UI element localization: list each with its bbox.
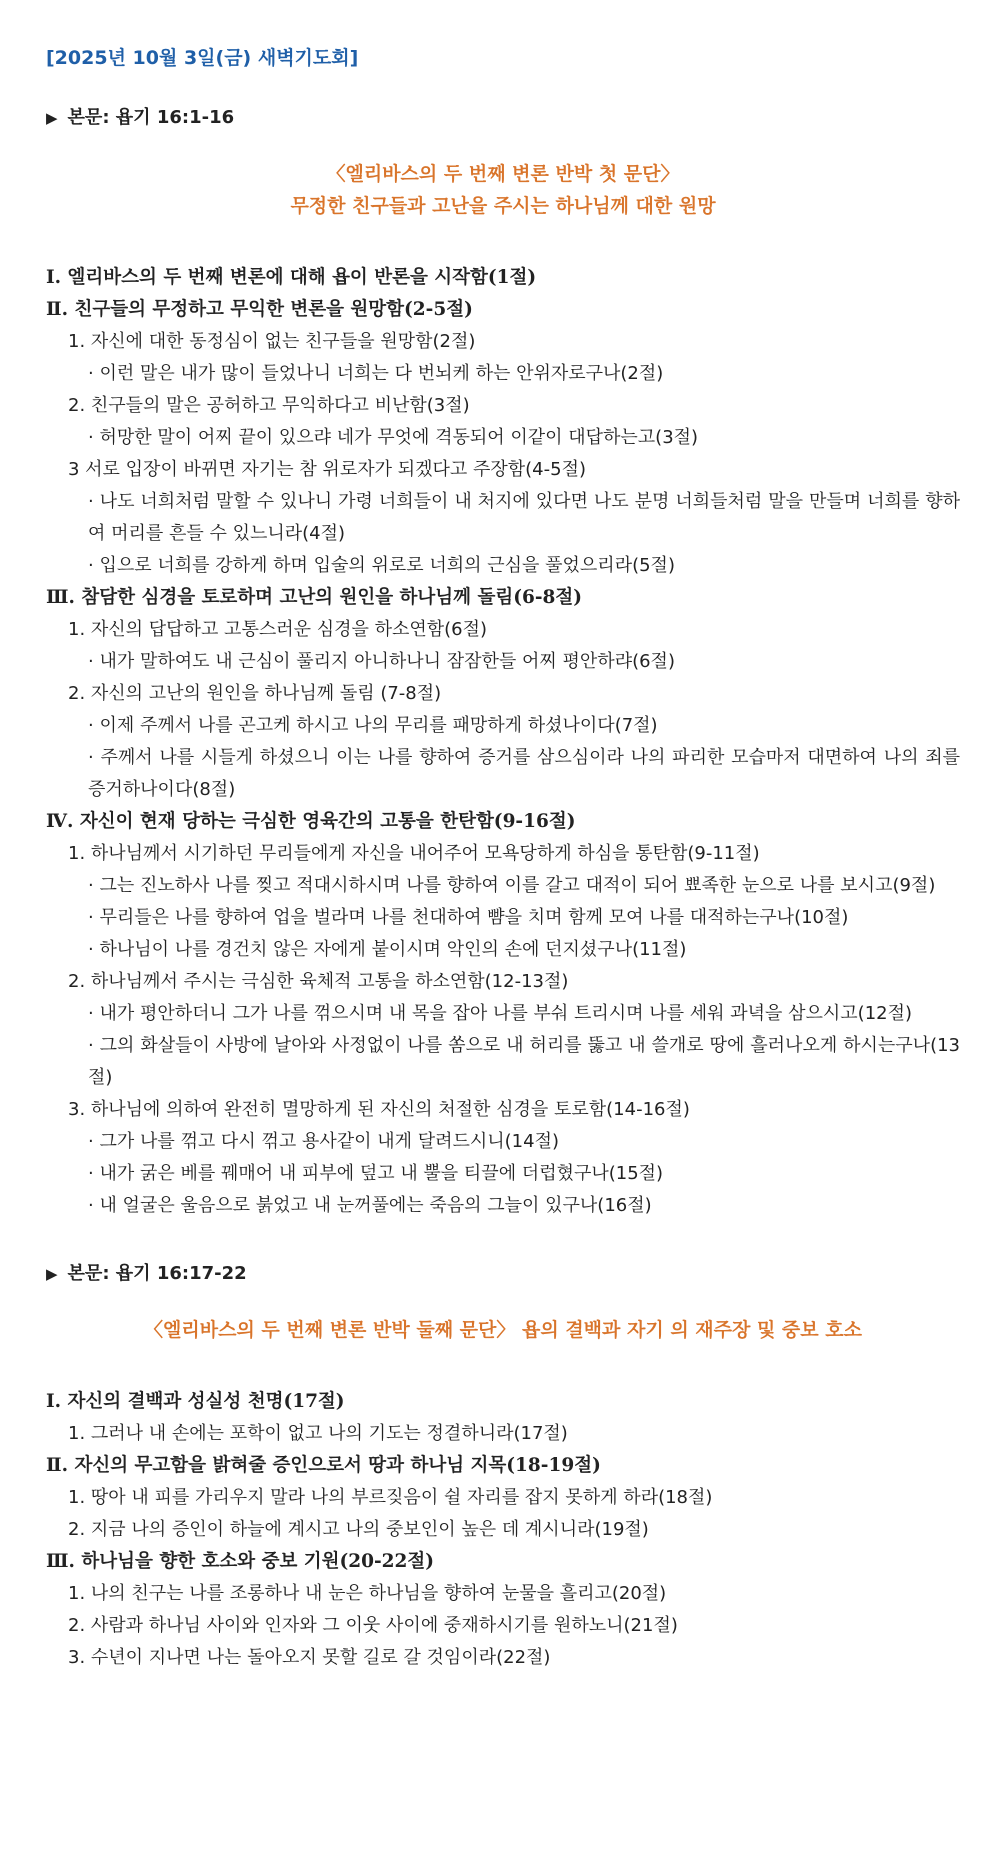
outline-subitem: 3. 하나님에 의하여 완전히 멸망하게 된 자신의 처절한 심경을 토로함(14-16절): [68, 1099, 690, 1120]
outline-heading: Ⅱ. 친구들의 무정하고 무익한 변론을 원망함(2-5절): [46, 299, 473, 320]
outline-part-2: [46, 1386, 960, 1674]
outline-verse: · 입으로 너희를 강하게 하며 입술의 위로로 너희의 근심을 풀었으리라(5절): [88, 555, 675, 576]
outline-subitem: 1. 자신에 대한 동정심이 없는 친구들을 원망함(2절): [68, 331, 476, 352]
outline-verse: · 그가 나를 꺾고 다시 꺾고 용사같이 내게 달려드시니(14절): [88, 1131, 559, 1152]
document-title: [2025년 10월 3일(금) 새벽기도회]: [46, 47, 359, 69]
outline-subitem: 1. 하나님께서 시기하던 무리들에게 자신을 내어주어 모욕당하게 하심을 통탄함(9-11절): [68, 843, 760, 864]
outline-verse: · 내 얼굴은 울음으로 붉었고 내 눈꺼풀에는 죽음의 그늘이 있구나(16절): [88, 1195, 652, 1216]
outline-verse: · 허망한 말이 어찌 끝이 있으랴 네가 무엇에 격동되어 이같이 대답하는고(3절): [88, 427, 699, 448]
outline-subitem: 3 서로 입장이 바뀌면 자기는 참 위로자가 되겠다고 주장함(4-5절): [68, 459, 586, 480]
outline-subitem: 2. 자신의 고난의 원인을 하나님께 돌림 (7-8절): [68, 683, 442, 704]
outline-heading: Ⅰ. 자신의 결백과 성실성 천명(17절): [46, 1391, 345, 1412]
section-title-part-2: 〈엘리바스의 두 번째 변론 반박 둘째 문단〉 욥의 결백과 자기 의 재주장 및 중보 호소: [144, 1319, 862, 1341]
outline-verse: · 주께서 나를 시들게 하셨으니 이는 나를 향하여 증거를 삼으심이라 나의 파리한 모습마저 대면하여 나의 죄를 증거하나이다(8절): [88, 747, 960, 800]
outline-verse: · 내가 말하여도 내 근심이 풀리지 아니하나니 잠잠한들 어찌 평안하랴(6절): [88, 651, 675, 672]
outline-verse: · 무리들은 나를 향하여 업을 벌라며 나를 천대하여 뺨을 치며 함께 모여 나를 대적하는구나(10절): [88, 907, 849, 928]
outline-verse: · 그의 화살들이 사방에 날아와 사정없이 나를 쏨으로 내 허리를 뚫고 내 쓸개로 땅에 흘러나오게 하시는구나(13절): [88, 1035, 960, 1088]
outline-part-1: [46, 262, 960, 1222]
triangle-bullet-icon: ▶: [46, 109, 58, 127]
outline-subitem: 1. 그러나 내 손에는 포학이 없고 나의 기도는 정결하니라(17절): [68, 1423, 568, 1444]
outline-verse: · 내가 평안하더니 그가 나를 꺾으시며 내 목을 잡아 나를 부숴 트리시며 나를 세워 과녁을 삼으시고(12절): [88, 1003, 913, 1024]
outline-heading: Ⅲ. 참담한 심경을 토로하며 고난의 원인을 하나님께 돌림(6-8절): [46, 587, 583, 608]
outline-heading: Ⅱ. 자신의 무고함을 밝혀줄 증인으로서 땅과 하나님 지목(18-19절): [46, 1455, 601, 1476]
outline-heading: Ⅰ. 엘리바스의 두 번째 변론에 대해 욥이 반론을 시작함(1절): [46, 267, 537, 288]
outline-subitem: 1. 자신의 답답하고 고통스러운 심경을 하소연함(6절): [68, 619, 488, 640]
outline-subitem: 2. 친구들의 말은 공허하고 무익하다고 비난함(3절): [68, 395, 470, 416]
outline-subitem: 2. 지금 나의 증인이 하늘에 계시고 나의 중보인이 높은 데 계시니라(19절): [68, 1519, 649, 1540]
outline-verse: · 하나님이 나를 경건치 않은 자에게 붙이시며 악인의 손에 던지셨구나(11절): [88, 939, 687, 960]
outline-subitem: 2. 하나님께서 주시는 극심한 육체적 고통을 하소연함(12-13절): [68, 971, 569, 992]
outline-verse: · 나도 너희처럼 말할 수 있나니 가령 너희들이 내 처지에 있다면 나도 분명 너희들처럼 말을 만들며 너희를 향하여 머리를 흔들 수 있느니라(4절): [88, 491, 960, 544]
outline-verse: · 내가 굵은 베를 꿰매어 내 피부에 덮고 내 뿔을 티끌에 더럽혔구나(15절): [88, 1163, 664, 1184]
outline-heading: Ⅲ. 하나님을 향한 호소와 중보 기원(20-22절): [46, 1551, 435, 1572]
outline-subitem: 1. 땅아 내 피를 가리우지 말라 나의 부르짖음이 쉴 자리를 잡지 못하게 하라(18절): [68, 1487, 713, 1508]
section-title-line-2: 무정한 친구들과 고난을 주시는 하나님께 대한 원망: [290, 195, 716, 217]
passage-text: 본문: 욥기 16:1-16: [67, 107, 235, 128]
outline-verse: · 이제 주께서 나를 곤고케 하시고 나의 무리를 패망하게 하셨나이다(7절): [88, 715, 658, 736]
outline-subitem: 3. 수년이 지나면 나는 돌아오지 못할 길로 갈 것임이라(22절): [68, 1647, 551, 1668]
passage-heading-2: [46, 1258, 960, 1290]
outline-heading: Ⅳ. 자신이 현재 당하는 극심한 영육간의 고통을 한탄함(9-16절): [46, 811, 576, 832]
passage-text: 본문: 욥기 16:17-22: [67, 1263, 247, 1284]
outline-verse: · 그는 진노하사 나를 찢고 적대시하시며 나를 향하여 이를 갈고 대적이 되어 뾰족한 눈으로 나를 보시고(9절): [88, 875, 936, 896]
passage-heading-1: [46, 102, 960, 134]
outline-subitem: 2. 사람과 하나님 사이와 인자와 그 이웃 사이에 중재하시기를 원하노니(21절): [68, 1615, 678, 1636]
outline-verse: · 이런 말은 내가 많이 들었나니 너희는 다 번뇌케 하는 안위자로구나(2절): [88, 363, 664, 384]
triangle-bullet-icon: ▶: [46, 1265, 58, 1283]
section-title-line-1: 〈엘리바스의 두 번째 변론 반박 첫 문단〉: [326, 163, 680, 185]
outline-subitem: 1. 나의 친구는 나를 조롱하나 내 눈은 하나님을 향하여 눈물을 흘리고(20절): [68, 1583, 667, 1604]
